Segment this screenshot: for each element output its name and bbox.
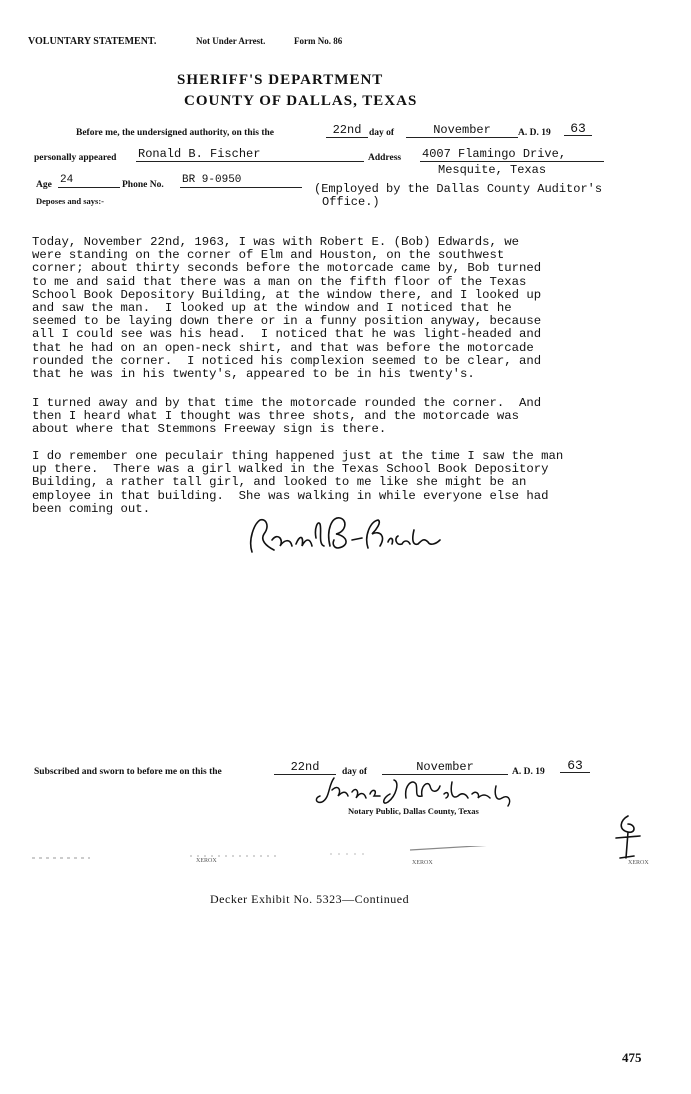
ad-label: A. D. 19 [518, 128, 551, 138]
notary-title: Notary Public, Dallas County, Texas [348, 806, 479, 816]
deposes-label: Deposes and says:- [36, 196, 105, 206]
page-number: 475 [622, 1050, 642, 1065]
statement-paragraph-1: Today, November 22nd, 1963, I was with Robert E. (Bob) Edwards, we were standing on the corner of Elm and Houston, on the southwest corner; about thirty seconds before the motorcade came by, Bob turned to me and said that there was a man on the fifth floor of the Texas School Book Depository Building, at the window there, and I looked up and saw the man. I looked up at the window and I noticed that he seemed to be laying down there or in a funny position anyway, because all I could see was his head. I noticed that he was light-headed and that he had on an open-neck shirt, and that was before the motorcade rounded the corner. I noticed his complexion seemed to be clear, and that he was in his twenty's, appeared to be in his twenty's. [32, 235, 542, 382]
declarant-signature [244, 510, 454, 562]
exhibit-caption: Decker Exhibit No. 5323—Continued [210, 892, 410, 906]
age-label: Age [36, 180, 52, 190]
phone-field: BR 9-0950 [180, 174, 302, 188]
employment-line1: (Employed by the Dallas County Auditor's [314, 182, 603, 196]
address-line2: Mesquite, Texas [438, 163, 547, 177]
department-county: COUNTY OF DALLAS, TEXAS [184, 93, 418, 109]
personally-appeared-label: personally appeared [34, 153, 117, 163]
subscribed-label: Subscribed and sworn to before me on this the [34, 767, 222, 777]
name-field: Ronald B. Fischer [136, 148, 364, 162]
preamble-year-field: 63 [564, 122, 592, 136]
form-header-not-under-arrest: Not Under Arrest. [196, 36, 266, 46]
jurat-ad-label: A. D. 19 [512, 767, 545, 777]
preamble-day-field: 22nd [326, 124, 368, 138]
before-me-label: Before me, the undersigned authority, on this the [76, 128, 275, 138]
scan-artifact-lines [30, 846, 650, 870]
xerox-stamp-1: XEROX [196, 858, 217, 864]
xerox-stamp-2: XEROX [412, 860, 433, 866]
phone-label: Phone No. [122, 180, 164, 190]
jurat-day-field: 22nd [274, 761, 336, 775]
jurat-day-of-label: day of [342, 767, 368, 777]
address-label: Address [368, 153, 402, 163]
statement-paragraph-3: I do remember one peculair thing happened just at the time I saw the man up there. There was a girl walked in the Texas School Book Depository Building, a rather tall girl, and looked to me like she might be an employee in that building. She was walking in while everyone else had been coming out. [32, 449, 564, 516]
statement-paragraph-2: I turned away and by that time the motorcade rounded the corner. And then I heard what I thought was three shots, and the motorcade was about where that Stemmons Freeway sign is there. [32, 396, 542, 437]
employment-line2: Office.) [322, 195, 380, 209]
jurat-month-field: November [382, 761, 508, 775]
form-header-voluntary: VOLUNTARY STATEMENT. [28, 36, 157, 47]
preamble-month-field: November [406, 124, 518, 138]
notary-signature [312, 772, 532, 808]
age-field: 24 [58, 174, 120, 188]
day-of-label: day of [369, 128, 395, 138]
xerox-stamp-3: XEROX [628, 860, 649, 866]
department-title: SHERIFF'S DEPARTMENT [177, 72, 384, 88]
form-header-form-no: Form No. 86 [294, 36, 343, 46]
address-line1-field: 4007 Flamingo Drive, [420, 148, 604, 162]
jurat-year-field: 63 [560, 759, 590, 773]
